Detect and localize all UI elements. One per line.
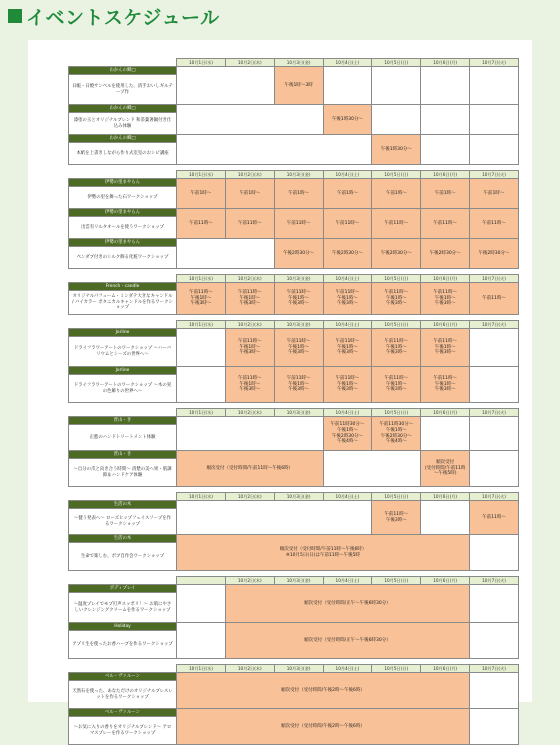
- empty-slot: [470, 105, 519, 135]
- shop-category: Jorline: [69, 367, 177, 375]
- date-header-cell: 10月7日(火): [470, 275, 519, 283]
- schedule-slot: 順次受付（受付時間/正午〜午後6時30分）: [225, 585, 469, 623]
- shop-category: 匠山・き: [69, 451, 177, 459]
- empty-slot: [372, 67, 421, 105]
- date-header-row: [69, 665, 519, 673]
- schedule-slot: 午前11時〜 午後1時〜 午後3時〜: [372, 367, 421, 403]
- date-header-cell: 10月2日(木): [225, 59, 274, 67]
- event-name: 〜自分の爪と向き合う時間〜 清楚の美へ果・肌調節＆ハンドケア体験: [69, 459, 177, 487]
- shop-category: 伊勢の里まやらん: [69, 179, 177, 187]
- schedule-slot: 午前11時〜 午後1時〜 午後3時〜: [274, 283, 323, 315]
- empty-slot: [470, 367, 519, 403]
- schedule-slot: 午後2時30分〜: [372, 239, 421, 269]
- date-header-blank: [69, 493, 177, 501]
- event-name: 日帳・日焼サンベルを使用した、清手おいしギルテープ作: [69, 75, 177, 105]
- empty-slot: [177, 417, 324, 451]
- category-row: [69, 417, 519, 425]
- date-header-cell: 10月5日(日): [372, 59, 421, 67]
- date-header-cell: 10月6日(月): [421, 493, 470, 501]
- schedule-slot: 午前11時〜: [274, 209, 323, 239]
- shop-category: ポディプレイ: [69, 585, 177, 593]
- event-name: ドライフラワーアートのワークショップ 〜ハーバリウムとシーズの世界へ〜: [69, 337, 177, 367]
- schedule-slot: 午前11時〜 午後1時〜 午後3時〜: [372, 329, 421, 367]
- date-header-cell: 10月4日(土): [323, 493, 372, 501]
- schedule-table: [68, 58, 519, 745]
- event-name: 出雲有リルタオールを使うワークショップ: [69, 217, 177, 239]
- schedule-slot: 午前11時〜: [177, 209, 226, 239]
- schedule-slot: 午前11時〜 午後1時〜 午後3時〜: [372, 283, 421, 315]
- shop-category: Jorline: [69, 329, 177, 337]
- date-header-cell: 10月5日(日): [372, 665, 421, 673]
- date-header-cell: 10月2日(木): [225, 493, 274, 501]
- date-header-cell: 10月1日(水): [177, 275, 226, 283]
- empty-slot: [177, 501, 372, 535]
- date-header-row: [69, 577, 519, 585]
- shop-category: Holiday: [69, 623, 177, 631]
- empty-slot: [470, 135, 519, 165]
- schedule-slot: 順次受付（受付時間/午前11時〜午後6時）: [177, 451, 324, 487]
- schedule-slot: 午前11時〜 午後1時〜 午後3時〜: [274, 329, 323, 367]
- schedule-slot: 午前11時〜 午後3時〜: [372, 501, 421, 535]
- date-header-cell: 10月5日(日): [372, 275, 421, 283]
- date-header-cell: 10月2日(木): [225, 171, 274, 179]
- category-row: [69, 585, 519, 593]
- schedule-slot: 午前1時〜: [225, 179, 274, 209]
- date-header-cell: 10月7日(火): [470, 409, 519, 417]
- category-row: [69, 709, 519, 717]
- empty-slot: [177, 623, 226, 659]
- date-header-cell: 10月1日(水): [177, 409, 226, 417]
- date-header-cell: 10月5日(日): [372, 321, 421, 329]
- empty-slot: [177, 329, 226, 367]
- date-header-cell: 10月1日(水): [177, 665, 226, 673]
- schedule-slot: 午後2時30分〜: [323, 239, 372, 269]
- event-name: アプリ生を使ったお香ハーブを作るワークショップ: [69, 631, 177, 659]
- date-header-row: [69, 59, 519, 67]
- page-title: [8, 4, 220, 28]
- schedule-slot: 午後2時30分〜: [421, 239, 470, 269]
- date-header-cell: 10月4日(土): [323, 577, 372, 585]
- schedule-slot: 午後2時30分〜: [470, 239, 519, 269]
- empty-slot: [177, 367, 226, 403]
- empty-slot: [421, 105, 470, 135]
- date-header-cell: 10月5日(日): [372, 493, 421, 501]
- category-row: [69, 135, 519, 143]
- schedule-slot: 順次受付 (受付時間/午前11時 〜午後5時): [421, 451, 470, 487]
- schedule-slot: 午前11時〜 午後1時〜 午後3時〜: [323, 283, 372, 315]
- date-header-cell: 10月7日(火): [470, 59, 519, 67]
- category-row: [69, 673, 519, 681]
- schedule-slot: 午前1時〜: [421, 179, 470, 209]
- empty-slot: [470, 329, 519, 367]
- date-header-row: [69, 171, 519, 179]
- empty-slot: [470, 585, 519, 623]
- category-row: [69, 451, 519, 459]
- empty-slot: [421, 417, 470, 451]
- schedule-slot: 午前11時〜 午後1時〜 午後3時〜: [225, 367, 274, 403]
- date-header-row: [69, 321, 519, 329]
- empty-slot: [470, 673, 519, 709]
- date-header-cell: 10月4日(土): [323, 321, 372, 329]
- date-header-blank: [69, 59, 177, 67]
- date-header-cell: 10月5日(日): [372, 577, 421, 585]
- date-header-cell: 10月6日(月): [421, 321, 470, 329]
- event-name: 伊勢の里を舞った石ワークショップ: [69, 187, 177, 209]
- date-header-cell: 10月1日(水): [177, 321, 226, 329]
- date-header-cell: 10月3日(金): [274, 275, 323, 283]
- empty-slot: [470, 535, 519, 571]
- date-header-cell: 10月5日(日): [372, 409, 421, 417]
- category-row: [69, 67, 519, 75]
- date-header-cell: 10月4日(土): [323, 275, 372, 283]
- category-row: [69, 179, 519, 187]
- shop-category: 伊勢の里まやらん: [69, 239, 177, 247]
- event-name: ペンダブ付きのシルク飾る化粧ワークショップ: [69, 247, 177, 269]
- date-header-blank: [69, 409, 177, 417]
- schedule-slot: 午前11時〜 午後1時〜 午後3時〜: [274, 367, 323, 403]
- empty-slot: [421, 135, 470, 165]
- category-row: [69, 623, 519, 631]
- schedule-sheet: [28, 40, 532, 736]
- category-row: [69, 283, 519, 291]
- date-header-blank: [69, 275, 177, 283]
- schedule-slot: 午前11時〜: [323, 209, 372, 239]
- category-row: [69, 239, 519, 247]
- schedule-slot: 午前11時〜: [225, 209, 274, 239]
- date-header-cell: 10月3日(金): [274, 409, 323, 417]
- schedule-slot: 午後2時30分〜: [274, 239, 323, 269]
- shop-category: わかんの郷□: [69, 105, 177, 113]
- date-header-cell: 10月2日(木): [225, 321, 274, 329]
- schedule-slot: 午前1時〜: [177, 179, 226, 209]
- date-header-cell: 10月4日(土): [323, 665, 372, 673]
- date-header-blank: [69, 577, 177, 585]
- date-header-blank: [69, 665, 177, 673]
- schedule-slot: 午後1時30分〜: [372, 135, 421, 165]
- event-name: 〜お気に入りの香りをオリジナルブレンド〜 アロマスプレーを作るワークショップ: [69, 717, 177, 745]
- page-title-text: イベントスケジュール: [26, 6, 220, 29]
- schedule-slot: 午前11時〜 午後1時〜 午後3時〜: [323, 367, 372, 403]
- schedule-slot: 午前11時〜 午後1時〜 午後3時〜: [225, 283, 274, 315]
- schedule-slot: 午後1時30分〜: [323, 105, 372, 135]
- date-header-cell: 10月4日(土): [323, 59, 372, 67]
- category-row: [69, 209, 519, 217]
- date-header-cell: 10月2日(木): [225, 577, 274, 585]
- date-header-cell: 10月6日(月): [421, 577, 470, 585]
- shop-category: French - candle: [69, 283, 177, 291]
- date-header-cell: 10月1日(水): [177, 171, 226, 179]
- empty-slot: [470, 417, 519, 451]
- schedule-slot: 午前11時30分〜 午後1時〜 午後2時30分〜 午後4時〜: [372, 417, 421, 451]
- date-header-cell: 10月2日(木): [225, 275, 274, 283]
- shop-category: ベル・ヴァルーン: [69, 673, 177, 681]
- shop-category: 生活の木: [69, 535, 177, 543]
- schedule-slot: 順次受付（受付時間/午後2時〜午後6時）: [177, 673, 470, 709]
- schedule-slot: 午前11時〜: [372, 209, 421, 239]
- date-header-cell: 10月1日(水): [177, 59, 226, 67]
- date-header-cell: 10月6日(月): [421, 409, 470, 417]
- date-header-cell: 10月3日(金): [274, 493, 323, 501]
- schedule-slot: 午前1時〜: [274, 179, 323, 209]
- empty-slot: [177, 67, 275, 105]
- empty-slot: [177, 239, 275, 269]
- event-name: 漆塗の玉とオリジナルブレンド 和茶葉箸鍋付き仕込み体験: [69, 113, 177, 135]
- date-header-blank: [69, 321, 177, 329]
- date-header-row: [69, 409, 519, 417]
- date-header-cell: 10月3日(金): [274, 321, 323, 329]
- schedule-slot: 午前11時〜: [470, 283, 519, 315]
- shop-category: わかんの郷□: [69, 67, 177, 75]
- category-row: [69, 501, 519, 509]
- empty-slot: [421, 501, 470, 535]
- empty-slot: [470, 623, 519, 659]
- date-header-cell: 10月6日(月): [421, 59, 470, 67]
- shop-category: 伊勢の里まやらん: [69, 209, 177, 217]
- date-header-cell: 10月7日(火): [470, 665, 519, 673]
- schedule-slot: 午前11時〜: [470, 209, 519, 239]
- date-header-cell: 10月3日(金): [274, 665, 323, 673]
- date-header-cell: 10月5日(日): [372, 171, 421, 179]
- date-header-cell: 10月3日(金): [274, 171, 323, 179]
- schedule-slot: 午前1時〜: [372, 179, 421, 209]
- date-header-cell: 10月7日(火): [470, 171, 519, 179]
- category-row: [69, 105, 519, 113]
- date-header-cell: 10月3日(金): [274, 577, 323, 585]
- schedule-slot: 午前11時〜 午後1時〜 午後3時〜: [177, 283, 226, 315]
- event-name: ドライフラワーアートのワークショップ 〜木の実の色飾りの世界へ〜: [69, 375, 177, 403]
- schedule-slot: 午前11時〜 午後1時〜 午後3時〜: [225, 329, 274, 367]
- date-header-cell: 10月7日(火): [470, 493, 519, 501]
- date-header-row: [69, 493, 519, 501]
- date-header-cell: [177, 577, 226, 585]
- date-header-cell: 10月3日(金): [274, 59, 323, 67]
- empty-slot: [470, 67, 519, 105]
- schedule-slot: 午前11時〜 午後1時〜 午後3時〜: [421, 283, 470, 315]
- shop-category: わかんの郷□: [69, 135, 177, 143]
- event-name: 〜温度プレイでモプ打声スッポリ！〜 お肌にやさしいクレンジングクリームを作るワークショップ: [69, 593, 177, 623]
- schedule-slot: 順次受付（受付時間/正午〜午後6時30分）: [225, 623, 469, 659]
- date-header-cell: 10月4日(土): [323, 409, 372, 417]
- date-header-cell: 10月7日(火): [470, 321, 519, 329]
- schedule-slot: 順次受付（受付時間/午前11時〜午後6時） ※10月5日(日)は午前11時〜午後5時: [177, 535, 470, 571]
- empty-slot: [421, 67, 470, 105]
- event-name: 〜健う発表へ〜 ローズヒップフェイスソープを作るワークショップ: [69, 509, 177, 535]
- shop-category: ベル・ヴァルーン: [69, 709, 177, 717]
- schedule-slot: 午前1時〜: [323, 179, 372, 209]
- empty-slot: [470, 451, 519, 487]
- event-name: 本紙を上書きしながら作り式室室のおシピ講座: [69, 143, 177, 165]
- category-row: [69, 535, 519, 543]
- empty-slot: [372, 105, 421, 135]
- event-name: オリジナルパフューム・ミンダテ大きなキャンドル / バイカラー ボタニカルキャンドルを作るワークショップ: [69, 291, 177, 315]
- event-name: 生命で楽しむ、ボブ自作会ワークショップ: [69, 543, 177, 571]
- schedule-slot: 午前11時〜 午後1時〜 午後3時〜: [421, 367, 470, 403]
- empty-slot: [323, 451, 421, 487]
- event-name: 正藍のハンドトリートメント体験: [69, 425, 177, 451]
- date-header-cell: 10月6日(月): [421, 171, 470, 179]
- empty-slot: [177, 105, 324, 135]
- date-header-cell: 10月6日(月): [421, 665, 470, 673]
- shop-category: 匠山・き: [69, 417, 177, 425]
- schedule-slot: 午前11時〜: [421, 209, 470, 239]
- empty-slot: [323, 67, 372, 105]
- date-header-row: [69, 275, 519, 283]
- schedule-slot: 午前11時〜 午後1時〜 午後3時〜: [421, 329, 470, 367]
- date-header-cell: 10月2日(木): [225, 409, 274, 417]
- date-header-cell: 10月2日(木): [225, 665, 274, 673]
- category-row: [69, 329, 519, 337]
- schedule-slot: 順次受付（受付時間/午後2時〜午後6時）: [177, 709, 470, 745]
- schedule-slot: 午前11時〜: [470, 501, 519, 535]
- date-header-cell: 10月7日(火): [470, 577, 519, 585]
- schedule-slot: 午前11時〜 午後1時〜 午後3時〜: [323, 329, 372, 367]
- event-name: 天然石を使った、あなただけのオリジナルブレスレットを作るワークショップ: [69, 681, 177, 709]
- empty-slot: [470, 709, 519, 745]
- date-header-blank: [69, 171, 177, 179]
- date-header-cell: 10月4日(土): [323, 171, 372, 179]
- date-header-cell: 10月1日(水): [177, 493, 226, 501]
- schedule-slot: 午前11時30分〜 午後1時〜 午後2時30分〜 午後4時〜: [323, 417, 372, 451]
- empty-slot: [177, 585, 226, 623]
- schedule-slot: 午後1時〜3時: [274, 67, 323, 105]
- title-square-icon: [8, 9, 22, 23]
- shop-category: 生活の木: [69, 501, 177, 509]
- schedule-slot: 午前1時〜: [470, 179, 519, 209]
- empty-slot: [177, 135, 372, 165]
- category-row: [69, 367, 519, 375]
- date-header-cell: 10月6日(月): [421, 275, 470, 283]
